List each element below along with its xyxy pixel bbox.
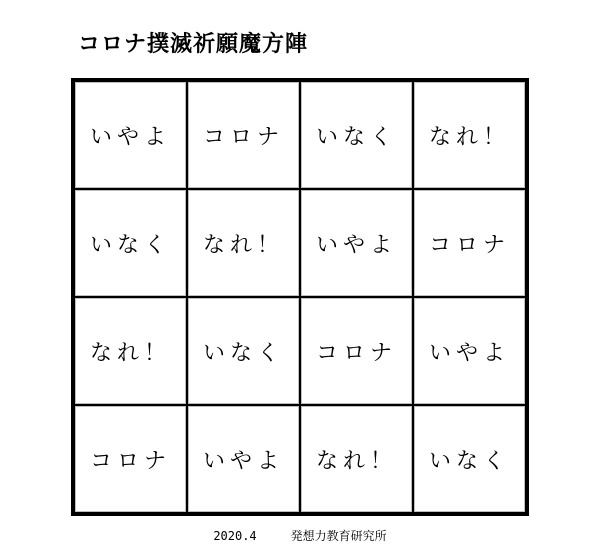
grid-cell-r1c4: なれ！ [414,82,525,188]
magic-square-grid [71,78,529,516]
page-title: コロナ撲滅祈願魔方陣 [78,32,309,57]
footer-organization: 発想力教育研究所 [290,529,387,543]
grid-cell-r1c3: いなく [301,82,412,188]
grid-cell-r2c2: なれ！ [188,190,299,296]
grid-cell-r4c2: いやよ [188,406,299,512]
grid-cell-r3c2: いなく [188,298,299,404]
grid-cell-r2c3: いやよ [301,190,412,296]
footer [0,527,600,544]
grid-cell-r3c1: なれ！ [75,298,186,404]
footer-date: 2020.4 [213,529,257,543]
grid-cell-r2c1: いなく [75,190,186,296]
grid-cell-r4c3: なれ！ [301,406,412,512]
grid-cell-r1c1: いやよ [75,82,186,188]
grid-cell-r2c4: コロナ [414,190,525,296]
grid-cell-r3c3: コロナ [301,298,412,404]
grid-cell-r3c4: いやよ [414,298,525,404]
grid-cell-r1c2: コロナ [188,82,299,188]
grid-cell-r4c1: コロナ [75,406,186,512]
grid-cell-r4c4: いなく [414,406,525,512]
